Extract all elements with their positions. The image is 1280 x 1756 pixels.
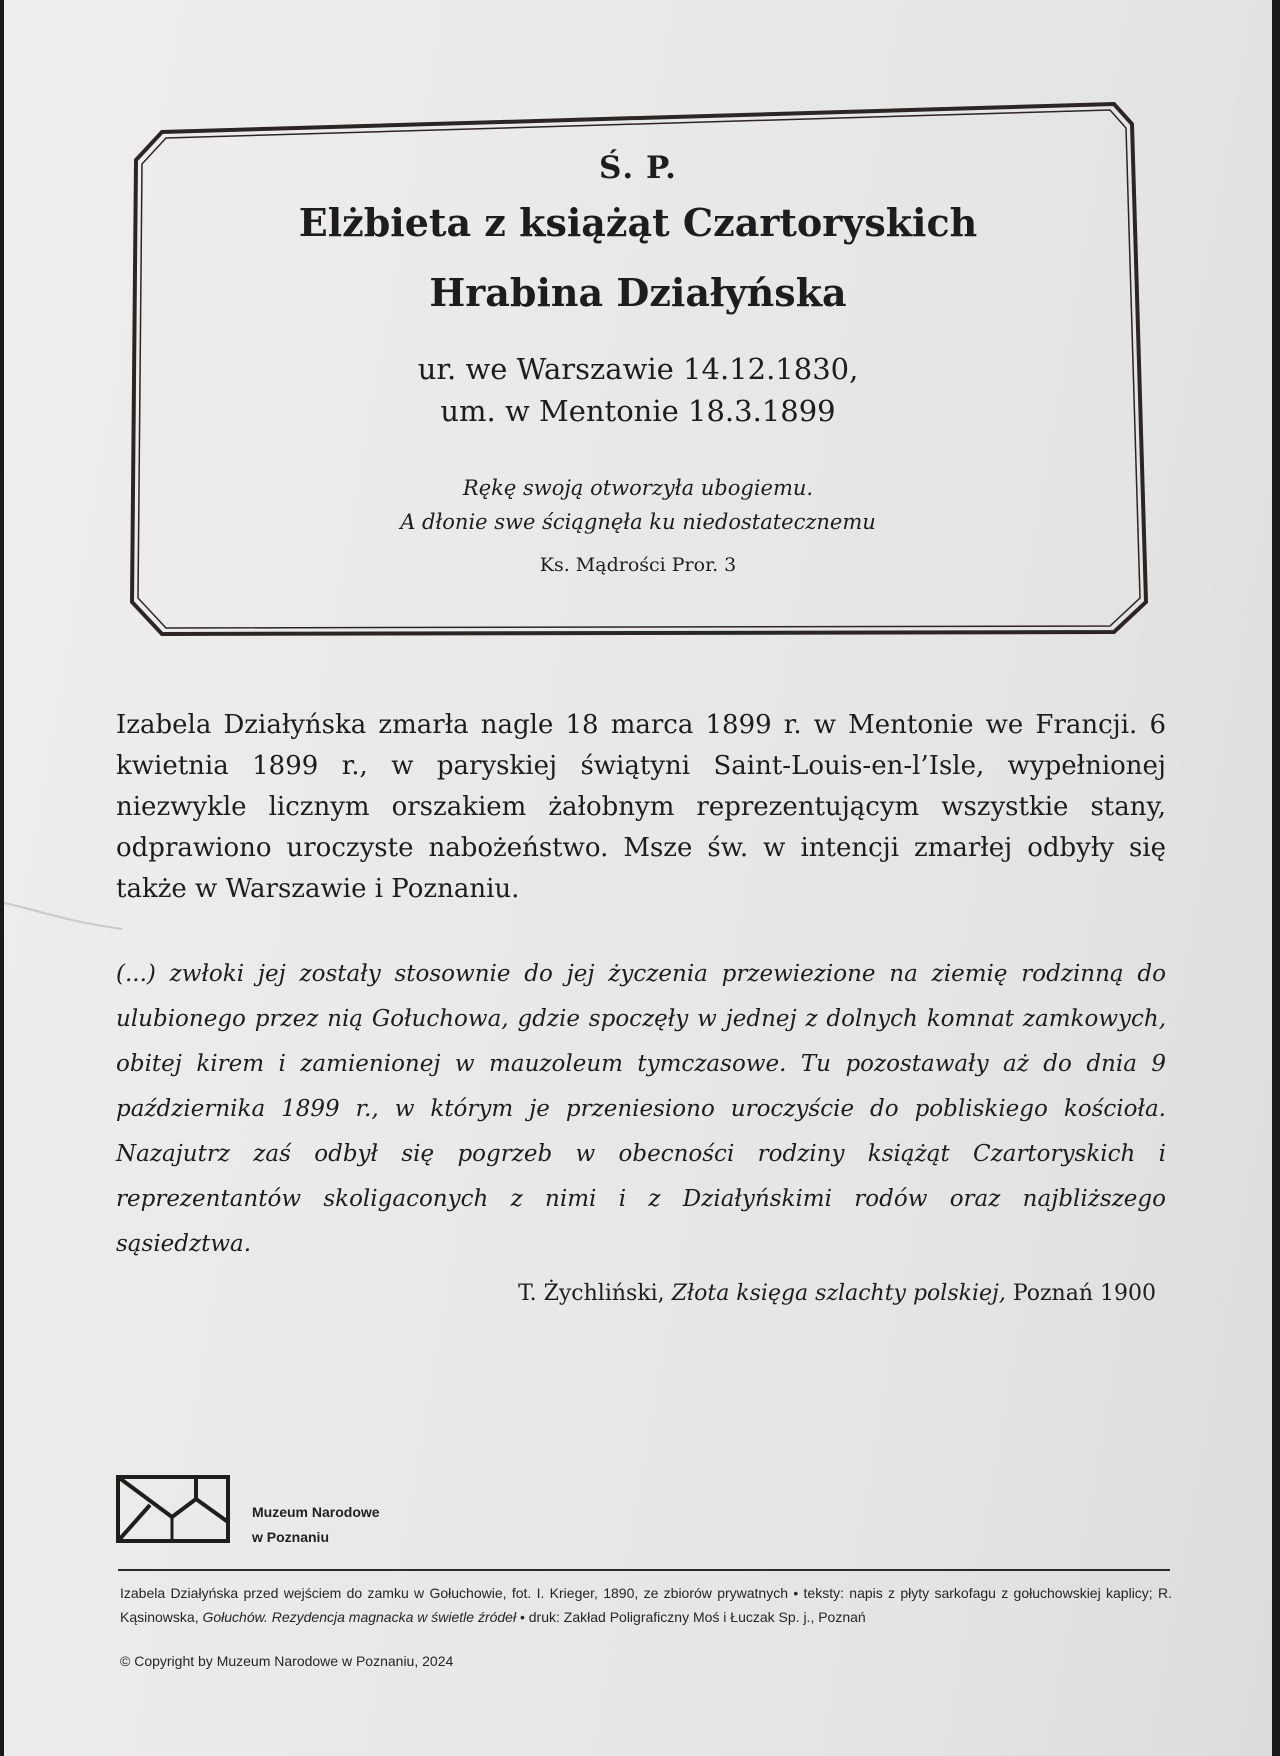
- museum-logo-icon: [116, 1472, 230, 1544]
- footer-divider: [118, 1569, 1170, 1571]
- copyright-notice: © Copyright by Muzeum Narodowe w Poznaniu, 2024: [120, 1653, 454, 1669]
- museum-logo-text: [252, 1500, 380, 1550]
- credits-part-1: Izabela Działyńska przed wejściem do zamku w Gołuchowie, fot. I. Krieger, 1890, ze zbiorów prywatnych • teksty: napis z płyty sarkofagu z gołuchowskiej kaplicy; R. Kąsinowska,: [120, 1585, 1172, 1625]
- credits-part-2: • druk: Zakład Poligraficzny Moś i Łuczak Sp. j., Poznań: [519, 1609, 866, 1625]
- inscription-title-line: Hrabina Działyńska: [429, 270, 847, 315]
- memorial-card: [4, 0, 1272, 1756]
- quoted-paragraph: (...) zwłoki jej zostały stosownie do jej życzenia przewiezione na ziemię rodzinną do ulubionego przez nią Gołuchowa, gdzie spoczęły w jednej z dolnych komnat zamkowych, obitej kirem i zamienionej w mauzoleum tymczasowe. Tu pozostawały aż do dnia 9 października 1899 r., w którym je przeniesiono uroczyście do pobliskiego kościoła. Nazajutrz zaś odbył się pogrzeb w obecności rodziny książąt Czartoryskich i reprezentantów skoligaconych z nimi i z Działyńskimi rodów oraz najbliższego sąsiedztwa.: [116, 961, 1166, 1257]
- credits-book: Gołuchów. Rezydencja magnacka w świetle źródeł: [202, 1609, 517, 1625]
- inscription: [128, 102, 1148, 638]
- quote-line-2: A dłonie swe ściągnęła ku niedostatecznemu: [400, 510, 876, 534]
- death-line: um. w Mentonie 18.3.1899: [440, 394, 836, 428]
- credits-text: [120, 1581, 1172, 1629]
- biography-paragraph: Izabela Działyńska zmarła nagle 18 marca 1899 r. w Mentonie we Francji. 6 kwietnia 1899 r., w paryskiej świątyni Saint-Louis-en-l’Isle, wypełnionej niezwykle licznym orszakiem żałobnym reprezentującym wszystkie stany, odprawiono uroczyste nabożeństwo. Msze św. w intencji zmarłej odbyły się także w Warszawie i Poznaniu.: [116, 710, 1166, 904]
- quote-line-1: Rękę swoją otworzyła ubogiemu.: [462, 476, 814, 500]
- quote-citation: [518, 1281, 1156, 1306]
- citation-book: Złota księga szlachty polskiej,: [671, 1281, 1006, 1306]
- inscription-name: Elżbieta z książąt Czartoryskich: [298, 200, 978, 245]
- inscription-title: Ś. P.: [599, 150, 677, 186]
- logo-line-2: w Poznaniu: [252, 1529, 329, 1545]
- citation-author: T. Żychliński,: [518, 1281, 665, 1306]
- logo-line-1: Muzeum Narodowe: [252, 1504, 380, 1520]
- citation-place: Poznań 1900: [1012, 1281, 1156, 1306]
- quote-source: Ks. Mądrości Pror. 3: [539, 554, 737, 576]
- birth-line: ur. we Warszawie 14.12.1830,: [417, 352, 859, 386]
- paper-crease: [4, 895, 124, 935]
